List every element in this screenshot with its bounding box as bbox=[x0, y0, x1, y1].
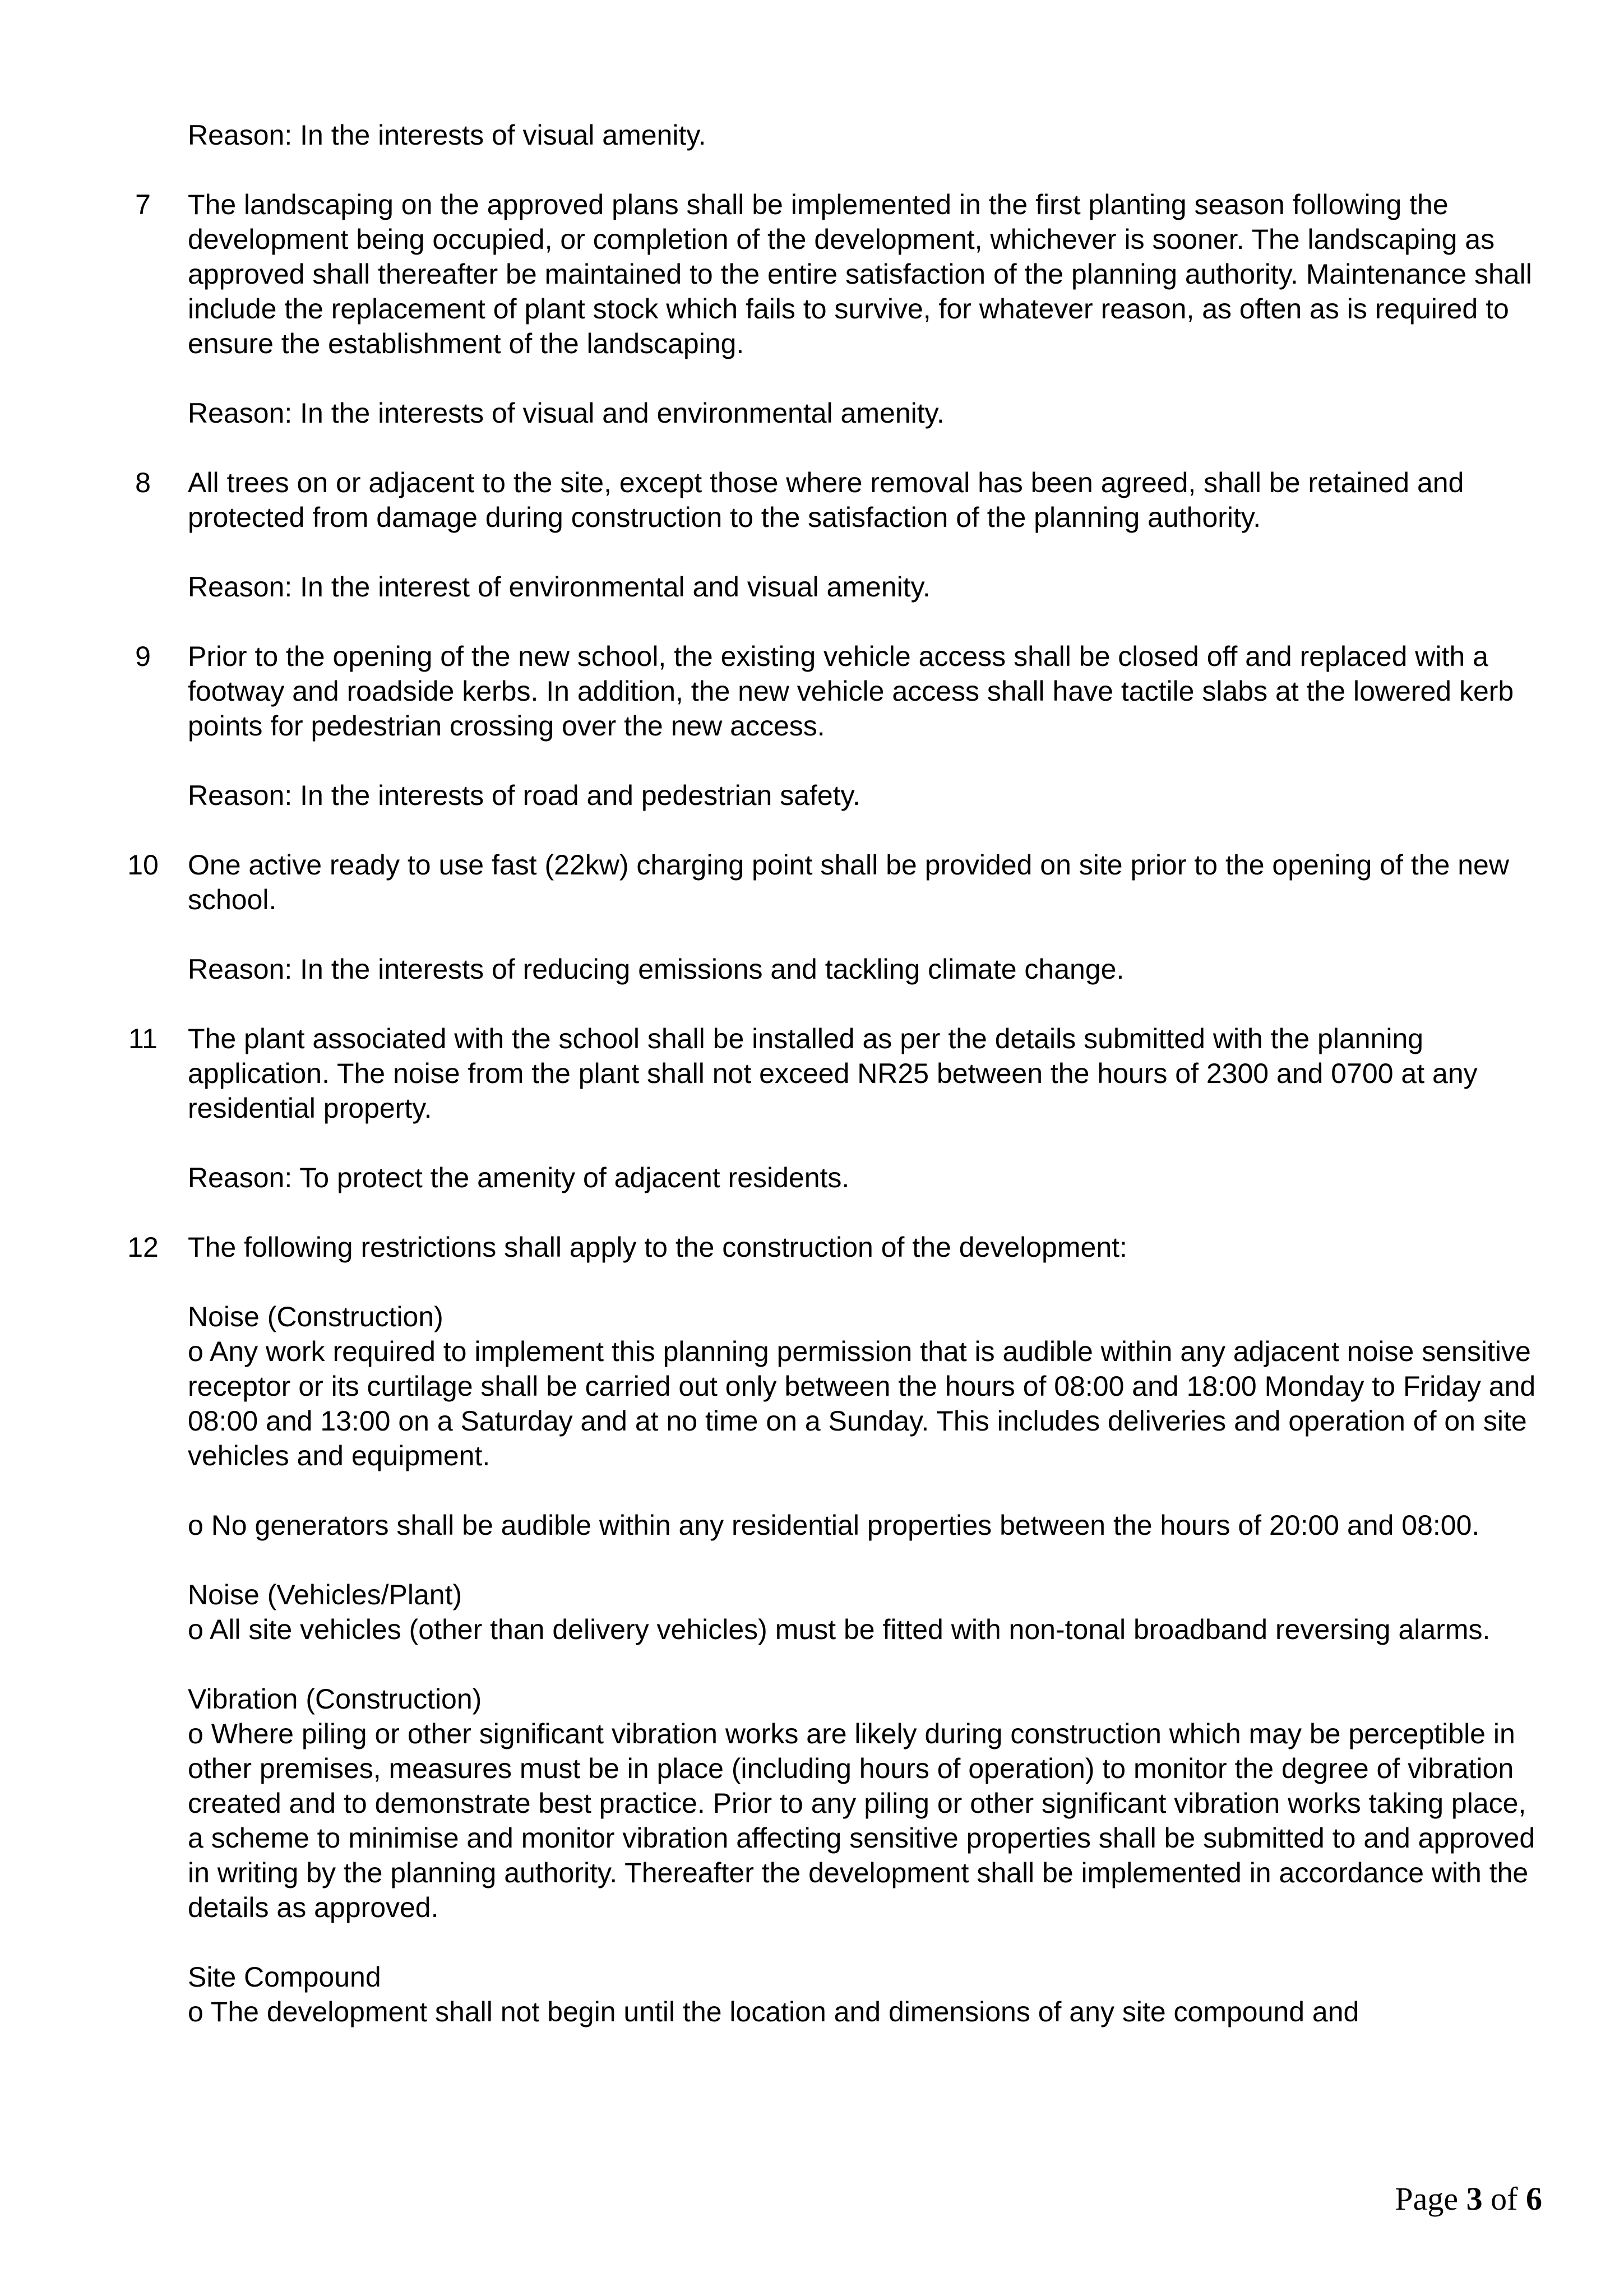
condition-block bbox=[135, 465, 1544, 604]
paragraph-gap bbox=[188, 535, 1544, 570]
page-footer bbox=[1395, 2179, 1542, 2219]
paragraph-gap bbox=[188, 917, 1544, 952]
paragraph-gap bbox=[188, 1647, 1544, 1682]
condition-gap bbox=[188, 604, 1544, 639]
condition-number: 10 bbox=[127, 849, 159, 881]
condition-number: 12 bbox=[127, 1232, 159, 1263]
condition-paragraph: Reason: In the interests of visual and environmental amenity. bbox=[188, 397, 945, 429]
condition-paragraph: Site Compound o The development shall not begin until the location and dimensions of any site compound and bbox=[188, 1961, 1359, 2027]
condition-block bbox=[127, 1230, 1544, 2029]
condition-block bbox=[188, 118, 1544, 152]
condition-block bbox=[135, 639, 1544, 813]
condition-number: 8 bbox=[135, 467, 151, 498]
paragraph-gap bbox=[188, 1473, 1544, 1508]
condition-block bbox=[128, 1021, 1544, 1195]
condition-paragraph: Reason: In the interests of road and pedestrian safety. bbox=[188, 780, 860, 811]
condition-paragraph: One active ready to use fast (22kw) charging point shall be provided on site prior to the opening of the new school. bbox=[188, 849, 1509, 915]
condition-gap bbox=[188, 152, 1544, 187]
paragraph-gap bbox=[188, 743, 1544, 778]
condition-paragraph: The following restrictions shall apply to the construction of the development: bbox=[188, 1232, 1127, 1263]
current-page-number: 3 bbox=[1466, 2181, 1483, 2217]
condition-gap bbox=[188, 1195, 1544, 1230]
condition-gap bbox=[188, 987, 1544, 1021]
paragraph-gap bbox=[188, 1925, 1544, 1960]
condition-number: 11 bbox=[128, 1023, 158, 1054]
paragraph-gap bbox=[188, 1126, 1544, 1160]
condition-number: 7 bbox=[135, 189, 151, 220]
condition-paragraph: Vibration (Construction) o Where piling or other significant vibration works are likely during construction which may be perceptible in other premises, measures must be in place (including hours of operation) to monitor the degree of vibration created and to demonstrate best practice. Prior to any piling or other significant vibration works taking place, a scheme to minimise and monitor vibration affecting sensitive properties shall be submitted to and approved in writing by the planning authority. Thereafter the development shall be implemented in accordance with the details as approved. bbox=[188, 1683, 1535, 1923]
paragraph-gap bbox=[188, 1543, 1544, 1577]
condition-paragraph: Prior to the opening of the new school, the existing vehicle access shall be closed off and replaced with a footway and roadside kerbs. In addition, the new vehicle access shall have tactile slabs at the lowered kerb points for pedestrian crossing over the new access. bbox=[188, 641, 1514, 742]
of-word: of bbox=[1491, 2181, 1518, 2217]
paragraph-gap bbox=[188, 361, 1544, 396]
page-word: Page bbox=[1395, 2181, 1459, 2217]
condition-paragraph: Noise (Construction) o Any work required to implement this planning permission that is audible within any adjacent noise sensitive receptor or its curtilage shall be carried out only between the hours of 08:00 and 18:00 Monday to Friday and 08:00 and 13:00 on a Saturday and at no time on a Sunday. This includes deliveries and operation of on site vehicles and equipment. bbox=[188, 1301, 1536, 1471]
condition-gap bbox=[188, 430, 1544, 465]
condition-paragraph: o No generators shall be audible within any residential properties between the hours of 20:00 and 08:00. bbox=[188, 1510, 1480, 1541]
condition-number: 9 bbox=[135, 641, 151, 672]
condition-paragraph: The plant associated with the school shall be installed as per the details submitted with the planning application. The noise from the plant shall not exceed NR25 between the hours of 2300 and 0700 at any residential property. bbox=[188, 1023, 1478, 1124]
condition-paragraph: Reason: In the interest of environmental and visual amenity. bbox=[188, 571, 931, 603]
condition-paragraph: Reason: To protect the amenity of adjacent residents. bbox=[188, 1162, 850, 1193]
condition-paragraph: The landscaping on the approved plans shall be implemented in the first planting season following the development being occupied, or completion of the development, whichever is sooner. The landscaping as approved shall thereafter be maintained to the entire satisfaction of the planning authority. Maintenance shall include the replacement of plant stock which fails to survive, for whatever reason, as often as is required to ensure the establishment of the landscaping. bbox=[188, 189, 1532, 359]
condition-block bbox=[127, 848, 1544, 987]
condition-gap bbox=[188, 813, 1544, 848]
condition-paragraph: Reason: In the interests of reducing emissions and tackling climate change. bbox=[188, 953, 1125, 985]
condition-block bbox=[135, 187, 1544, 430]
condition-paragraph: Noise (Vehicles/Plant) o All site vehicles (other than delivery vehicles) must be fitted with non-tonal broadband reversing alarms. bbox=[188, 1579, 1491, 1645]
paragraph-gap bbox=[188, 1265, 1544, 1299]
condition-paragraph: Reason: In the interests of visual amenity. bbox=[188, 119, 706, 151]
total-page-number: 6 bbox=[1526, 2181, 1542, 2217]
condition-paragraph: All trees on or adjacent to the site, except those where removal has been agreed, shall be retained and protected from damage during construction to the satisfaction of the planning authority. bbox=[188, 467, 1464, 533]
conditions-list bbox=[127, 118, 1544, 2029]
